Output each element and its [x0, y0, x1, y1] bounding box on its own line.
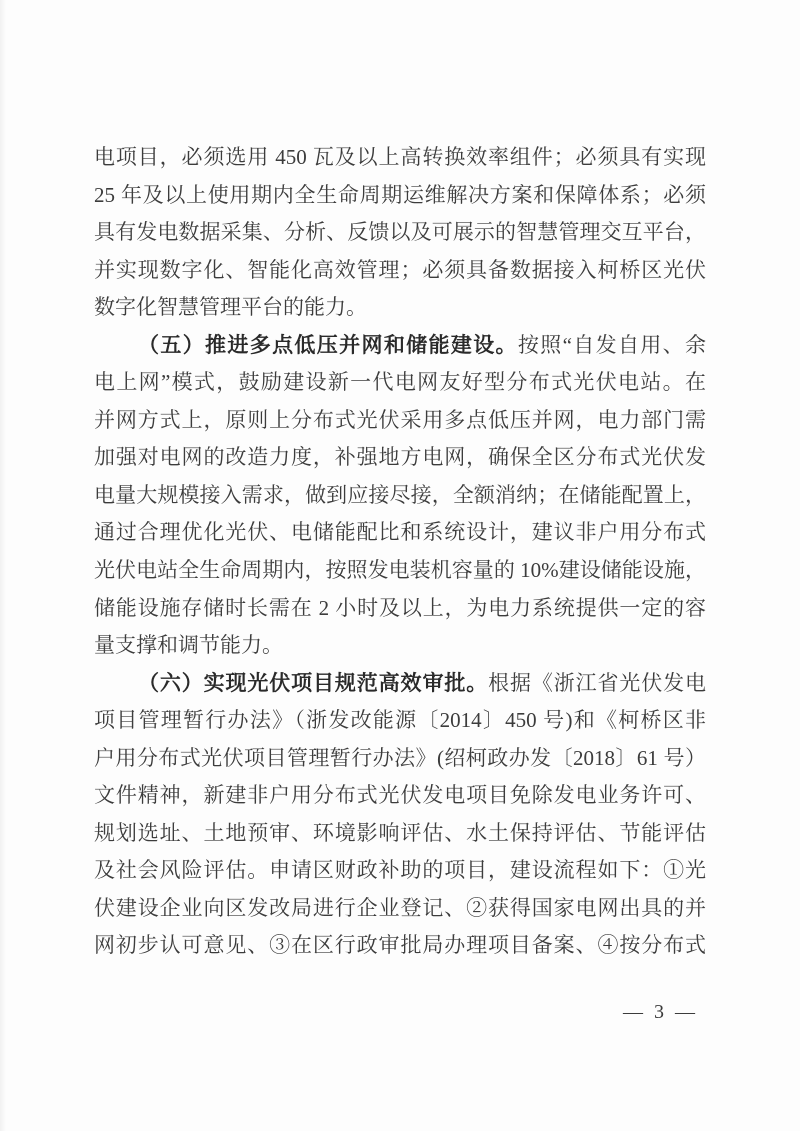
text-line: 并网方式上，原则上分布式光伏采用多点低压并网，电力部门需 — [94, 407, 706, 432]
page-number: — 3 — — [623, 1001, 698, 1023]
text-line: 文件精神，新建非户用分布式光伏发电项目免除发电业务许可、 — [94, 783, 706, 808]
text-line: 数字化智慧管理平台的能力。 — [94, 295, 367, 320]
text-line: 储能设施存储时长需在 2 小时及以上，为电力系统提供一定的容 — [94, 595, 706, 620]
text-run: 根据《浙江省光伏发电 — [488, 670, 707, 695]
text-line: 网初步认可意见、③在区行政审批局办理项目备案、④按分布式 — [94, 933, 706, 958]
text-line: 伏建设企业向区发改局进行企业登记、②获得国家电网出具的并 — [94, 895, 706, 920]
paragraph-section-6 — [94, 665, 706, 965]
text-line — [94, 327, 706, 365]
text-line: 项目管理暂行办法》（浙发改能源〔2014〕450 号)和《柯桥区非 — [94, 708, 706, 733]
section-heading-5: （五）推进多点低压并网和储能建设。 — [138, 332, 518, 357]
paragraph-continuation — [94, 139, 706, 327]
text-line: 电上网”模式，鼓励建设新一代电网友好型分布式光伏电站。在 — [94, 370, 706, 395]
text-line: 通过合理优化光伏、电储能配比和系统设计，建议非户用分布式 — [94, 520, 706, 545]
text-line: 并实现数字化、智能化高效管理；必须具备数据接入柯桥区光伏 — [94, 257, 706, 282]
text-line: 量支撑和调节能力。 — [94, 633, 283, 658]
text-line: 规划选址、土地预审、环境影响评估、水土保持评估、节能评估 — [94, 820, 706, 845]
text-line: 25 年及以上使用期内全生命周期运维解决方案和保障体系；必须 — [94, 182, 706, 207]
text-line: 电项目，必须选用 450 瓦及以上高转换效率组件；必须具有实现 — [94, 145, 706, 169]
section-heading-6: （六）实现光伏项目规范高效审批。 — [138, 670, 489, 695]
text-line: 具有发电数据采集、分析、反馈以及可展示的智慧管理交互平台， — [94, 220, 706, 245]
text-line: 及社会风险评估。申请区财政补助的项目，建设流程如下：①光 — [94, 858, 706, 883]
text-line: 加强对电网的改造力度，补强地方电网，确保全区分布式光伏发 — [94, 445, 706, 470]
text-line — [94, 665, 706, 703]
text-line: 电量大规模接入需求，做到应接尽接，全额消纳；在储能配置上， — [94, 482, 706, 507]
text-run: 按照“自发自用、余 — [517, 332, 707, 357]
text-line: 户用分布式光伏项目管理暂行办法》(绍柯政办发〔2018〕61 号） — [94, 745, 706, 770]
paragraph-section-5 — [94, 327, 706, 665]
text-line: 光伏电站全生命周期内，按照发电装机容量的 10%建设储能设施， — [94, 558, 706, 583]
body-text — [94, 139, 706, 965]
